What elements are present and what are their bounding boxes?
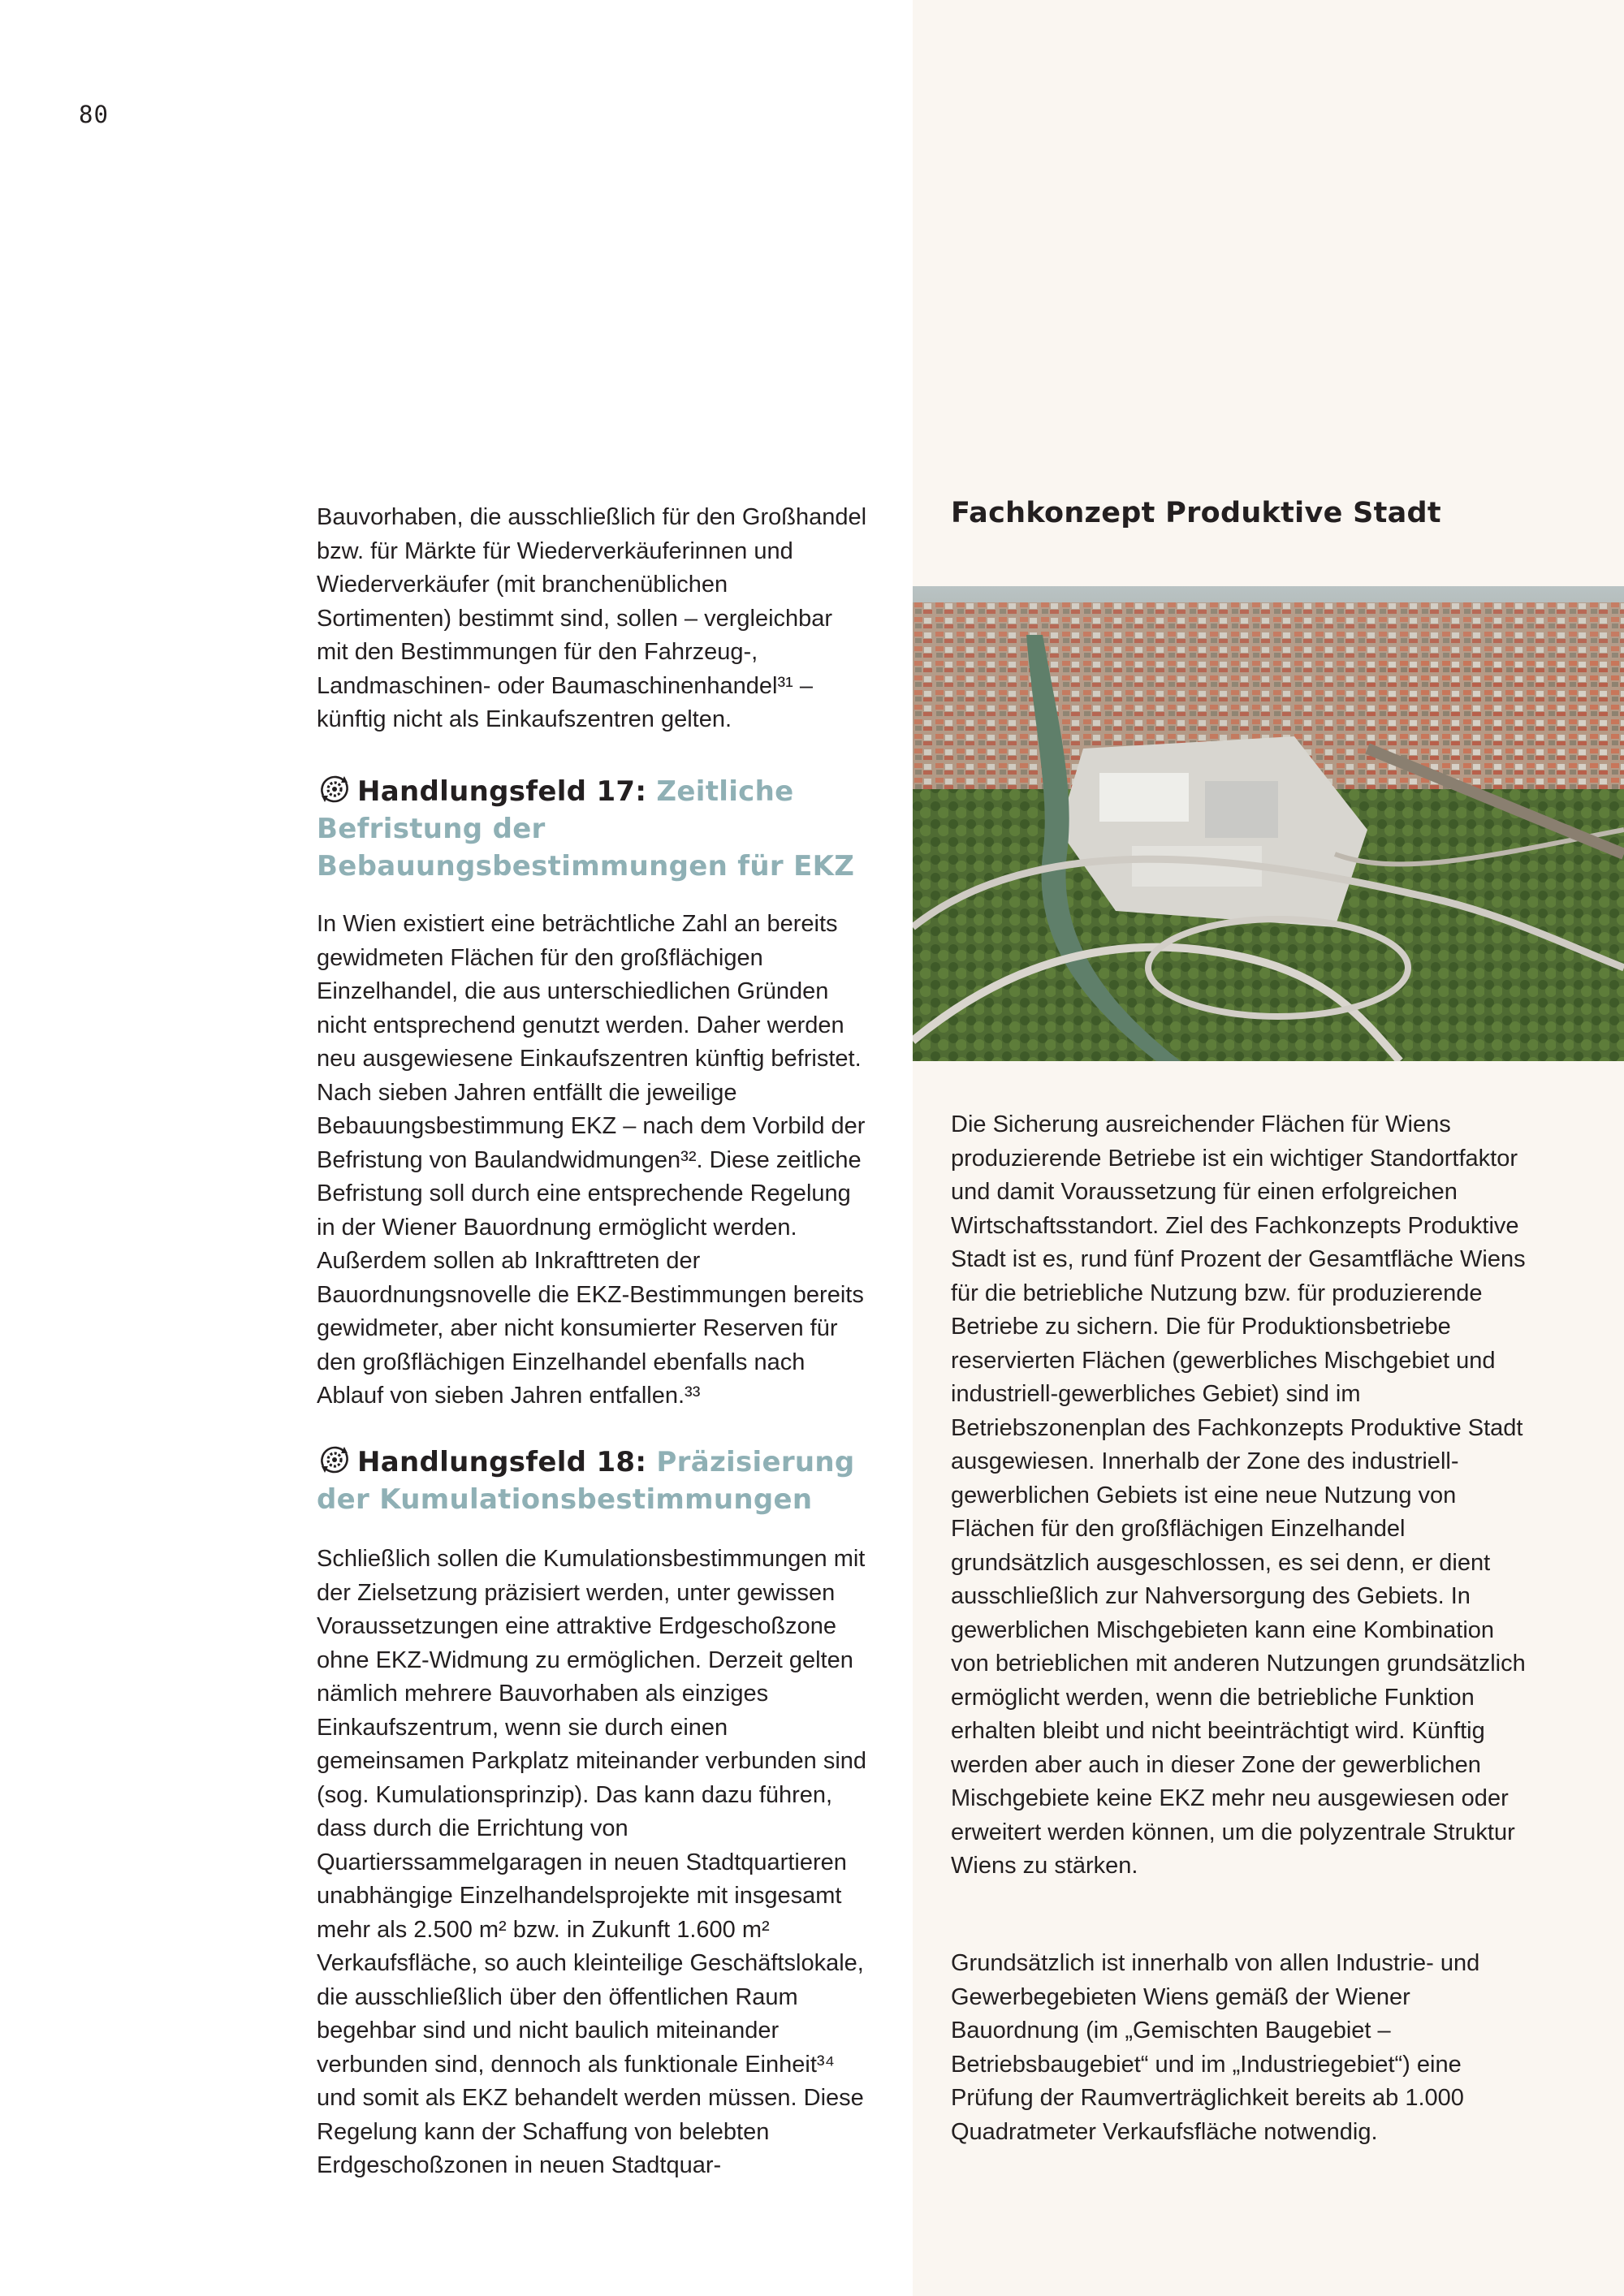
section-17-heading-accent: Zeitliche Befristung der Bebauungsbestimmungen für EKZ: [317, 775, 855, 883]
section-17-body: In Wien existiert eine beträchtliche Zahl an bereits gewidmeten Flächen für den großflächigen Einzelhandel, die aus unterschiedlichen Gründen nicht entsprechend genutzt werden. Daher werden neu ausgewiesene Einkaufszentren künftig befristet. Nach sieben Jahren entfällt die jeweilige Bebauungsbestimmung EKZ – nach dem Vorbild der Befristung von Baulandwidmungen³². Diese zeitliche Befristung soll durch eine entsprechende Regelung in der Wiener Bauordnung ermöglicht werden. Außerdem sollen ab Inkrafttreten der Bauordnungsnovelle die EKZ-Bestimmungen bereits gewidmeter, aber nicht konsumierter Reserven für den großflächigen Einzelhandel ebenfalls nach Ablauf von sieben Jahren entfallen.³³: [317, 911, 866, 1409]
sidebar-title: Fachkonzept Produktive Stadt: [951, 497, 1441, 529]
section-18-heading-lead: Handlungsfeld 18:: [357, 1446, 647, 1478]
sidebar-paragraph-2: Grundsätzlich ist innerhalb von allen Industrie- und Gewerbegebieten Wiens gemäß der Wiener Bauordnung (im „Gemischten Baugebiet – Betriebsbaugebiet“ und im „Industriegebiet“) eine Prüfung der Raumverträglichkeit bereits ab 1.000 Quadratmeter Verkaufsfläche notwendig.: [951, 1950, 1480, 2145]
page-number: 80: [79, 101, 109, 128]
handlungsfeld-icon: [317, 773, 352, 805]
sidebar-paragraph-1: Die Sicherung ausreichender Flächen für Wiens produzierende Betriebe ist ein wichtiger Standortfaktor und damit Voraussetzung für einen erfolgreichen Wirtschaftsstandort. Ziel des Fachkonzepts Produktive Stadt ist es, rund fünf Prozent der Gesamtfläche Wiens für die betriebliche Nutzung bzw. für produzierende Betriebe zu sichern. Die für Produktionsbetriebe reservierten Flächen (gewerbliches Mischgebiet und industriell-gewerbliches Gebiet) sind im Betriebszonenplan des Fachkonzepts Produktive Stadt ausgewiesen. Innerhalb der Zone des industriell-gewerblichen Gebiets ist eine neue Nutzung von Flächen für den großflächigen Einzelhandel grundsätzlich ausgeschlossen, es sei denn, er dient ausschließlich zur Nahversorgung des Gebiets. In gewerblichen Mischgebieten kann eine Kombination von betrieblichen mit anderen Nutzungen grundsätzlich ermöglicht werden, wenn die betriebliche Funktion erhalten bleibt und nicht beeinträchtigt wird. Künftig werden aber auch in dieser Zone der gewerblichen Mischgebiete keine EKZ mehr neu ausgewiesen oder erweitert werden können, um die polyzentrale Struktur Wiens zu stärken.: [951, 1111, 1526, 1879]
section-17-heading-lead: Handlungsfeld 17:: [357, 775, 647, 808]
section-18-body: Schließlich sollen die Kumulationsbestimmungen mit der Zielsetzung präzisiert werden, unter gewissen Voraussetzungen eine attraktive Erdgeschoßzone ohne EKZ-Widmung zu ermöglichen. Derzeit gelten nämlich mehrere Bauvorhaben als einziges Einkaufszentrum, wenn sie durch einen gemeinsamen Parkplatz miteinander verbunden sind (sog. Kumulationsprinzip). Das kann dazu führen, dass durch die Errichtung von Quartierssammelgaragen in neuen Stadtquartieren unabhängige Einzelhandelsprojekte mit insgesamt mehr als 2.500 m² bzw. in Zukunft 1.600 m² Verkaufsfläche, so auch kleinteilige Geschäftslokale, die ausschließlich über den öffentlichen Raum begehbar sind und nicht baulich miteinander verbunden sind, dennoch als funktionale Einheit³⁴ und somit als EKZ behandelt werden müssen. Diese Regelung kann der Schaffung von belebten Erdgeschoßzonen in neuen Stadtquar-: [317, 1546, 867, 2178]
aerial-city-photo: [913, 586, 1624, 1061]
handlungsfeld-icon: [317, 1444, 352, 1476]
section-18-heading: [317, 1444, 869, 1518]
section-17-heading: [317, 773, 869, 885]
section-18-heading-accent: Präzisierung der Kumulationsbestimmungen: [317, 1446, 855, 1516]
intro-paragraph: Bauvorhaben, die ausschließlich für den Großhandel bzw. für Märkte für Wiederverkäuferinnen und Wiederverkäufer (mit branchenüblichen Sortimenten) bestimmt sind, sollen – vergleichbar mit den Bestimmungen für den Fahrzeug-, Landmaschinen- oder Baumaschinenhandel³¹ – künftig nicht als Einkaufszentren gelten.: [317, 504, 867, 732]
